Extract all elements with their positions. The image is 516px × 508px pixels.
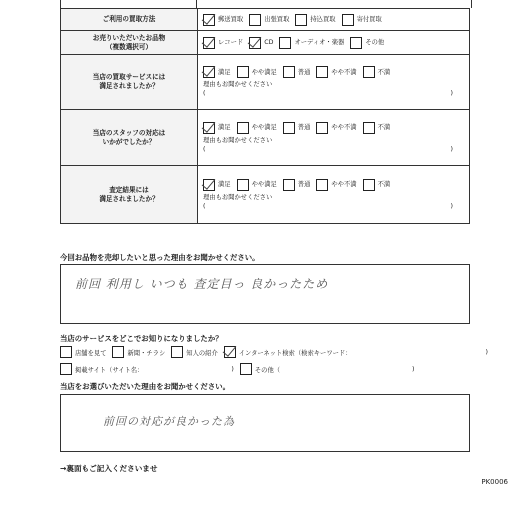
- option-label: 不満: [377, 181, 391, 188]
- option[interactable]: [224, 346, 352, 358]
- option[interactable]: [249, 37, 273, 49]
- option[interactable]: [363, 66, 391, 78]
- checkbox[interactable]: [316, 122, 328, 134]
- option[interactable]: [240, 363, 280, 375]
- checkbox[interactable]: [363, 179, 375, 191]
- option[interactable]: [295, 14, 335, 26]
- option-label: 不満: [377, 68, 391, 76]
- option-label: インターネット検索（検索キーワード：: [238, 349, 352, 357]
- checkbox[interactable]: [240, 363, 252, 375]
- option[interactable]: [249, 14, 289, 26]
- question-cell: [61, 9, 198, 31]
- checkbox[interactable]: [60, 363, 72, 375]
- answer-cell: [198, 110, 470, 166]
- checkbox[interactable]: [203, 14, 215, 26]
- option[interactable]: [60, 346, 106, 358]
- option[interactable]: [237, 66, 277, 78]
- row-items: [61, 31, 470, 55]
- option[interactable]: [316, 66, 356, 78]
- how-know-options-2: [60, 363, 415, 375]
- option-label: やや不満: [331, 68, 357, 76]
- checkbox[interactable]: [316, 66, 328, 78]
- table-top-strip: [60, 0, 472, 8]
- question-text: ご利用の買取方法: [102, 15, 156, 23]
- back-side-note: →裏面もご記入くださいませ: [60, 464, 158, 473]
- answer-cell: [198, 9, 470, 31]
- checkbox[interactable]: [283, 66, 295, 78]
- answer-cell: [198, 31, 470, 55]
- checkbox[interactable]: [203, 37, 215, 49]
- question-how-know: 当店のサービスをどこでお知りになりましたか？: [60, 334, 223, 343]
- option[interactable]: [237, 122, 277, 134]
- option-label: 出張買取: [264, 16, 290, 23]
- sell-reason-answer: 前回 利用し いつも 査定目っ 良かったため: [75, 277, 329, 291]
- choose-reason-field[interactable]: [60, 394, 470, 452]
- option[interactable]: [203, 14, 243, 26]
- option-label: 満足: [218, 124, 231, 131]
- option[interactable]: [316, 179, 356, 191]
- checkbox[interactable]: [171, 346, 183, 358]
- sell-reason-field[interactable]: [60, 264, 470, 324]
- option[interactable]: [283, 179, 311, 191]
- question-text: 当店のスタッフの対応は いかがでしたか？: [92, 128, 166, 146]
- option[interactable]: [279, 37, 344, 49]
- option-label: 郵送買取: [218, 16, 244, 23]
- close-paren: ): [412, 365, 415, 373]
- answer-cell: [198, 166, 470, 224]
- option-label: 満足: [218, 181, 231, 188]
- option[interactable]: [363, 122, 391, 134]
- checkbox[interactable]: [203, 122, 215, 134]
- option-label: 寄付買取: [356, 16, 382, 23]
- survey-table: [60, 8, 470, 224]
- option-label: やや不満: [331, 181, 357, 188]
- question-sell-reason: 今回お品物を売却したいと思った理由をお聞かせください。: [60, 253, 260, 262]
- checkbox[interactable]: [224, 346, 236, 358]
- checkbox[interactable]: [237, 66, 249, 78]
- checkbox[interactable]: [283, 122, 295, 134]
- question-choose-reason: 当店をお選びいただいた理由をお聞かせください。: [60, 382, 230, 391]
- checkbox[interactable]: [60, 346, 72, 358]
- choose-reason-answer: 前回の対応が良かった為: [103, 415, 235, 428]
- checkbox[interactable]: [203, 179, 215, 191]
- option-label: 普通: [297, 181, 311, 188]
- checkbox[interactable]: [237, 179, 249, 191]
- answer-cell: [198, 55, 470, 110]
- option-label: 不満: [377, 124, 391, 131]
- question-cell: [61, 55, 198, 110]
- checkbox[interactable]: [279, 37, 291, 49]
- question-text: お売りいただいたお品物 （複数選択可）: [92, 33, 166, 51]
- option[interactable]: [171, 346, 217, 358]
- option-label: その他: [365, 39, 385, 46]
- option-label: 掲載サイト（サイト名：: [75, 366, 144, 374]
- row-staff: [61, 110, 470, 166]
- question-cell: [61, 166, 198, 224]
- checkbox[interactable]: [249, 37, 261, 49]
- option[interactable]: [316, 122, 356, 134]
- question-text: 当店の買取サービスには 満足されましたか？: [92, 73, 166, 90]
- option-label: 店舗を見て: [75, 349, 107, 357]
- question-cell: [61, 31, 198, 55]
- reason-field[interactable]: ( ): [203, 145, 453, 153]
- option-label: CD: [264, 39, 274, 46]
- checkbox[interactable]: [363, 66, 375, 78]
- option-label: やや不満: [331, 124, 357, 131]
- option[interactable]: [203, 37, 243, 49]
- how-know-options-1: [60, 346, 488, 358]
- option-label: 知人の紹介: [186, 349, 218, 357]
- table-top-divider: [196, 0, 197, 8]
- option[interactable]: [350, 37, 384, 49]
- checkbox[interactable]: [295, 14, 307, 26]
- question-text: 査定結果には 満足されましたか？: [99, 185, 159, 203]
- option[interactable]: [203, 179, 231, 191]
- checkbox[interactable]: [316, 179, 328, 191]
- option-label: レコード: [218, 39, 244, 46]
- reason-prompt: 理由もお聞かせください: [203, 193, 273, 201]
- checkbox[interactable]: [283, 179, 295, 191]
- option[interactable]: [237, 179, 277, 191]
- option[interactable]: [60, 363, 143, 375]
- checkbox[interactable]: [112, 346, 124, 358]
- option[interactable]: [363, 179, 391, 191]
- reason-field[interactable]: ( ): [203, 202, 453, 210]
- checkbox[interactable]: [249, 14, 261, 26]
- close-paren: ): [231, 365, 234, 373]
- close-paren: ): [485, 348, 488, 356]
- checkbox[interactable]: [350, 37, 362, 49]
- option[interactable]: [283, 66, 311, 78]
- option[interactable]: [203, 122, 231, 134]
- option-label: 満足: [218, 68, 231, 76]
- option-label: やや満足: [251, 68, 277, 76]
- checkbox[interactable]: [342, 14, 354, 26]
- checkbox[interactable]: [237, 122, 249, 134]
- option-label: 持込買取: [310, 16, 336, 23]
- row-service: [61, 55, 470, 110]
- question-cell: [61, 110, 198, 166]
- option-label: その他（: [254, 366, 281, 374]
- reason-prompt: 理由もお聞かせください: [203, 136, 273, 144]
- checkbox[interactable]: [203, 66, 215, 78]
- row-method: [61, 9, 470, 31]
- option[interactable]: [283, 122, 311, 134]
- form-code: PK0006: [481, 478, 508, 486]
- option[interactable]: [342, 14, 382, 26]
- option-label: オーディオ・楽器: [294, 39, 345, 46]
- option[interactable]: [112, 346, 165, 358]
- checkbox[interactable]: [363, 122, 375, 134]
- option-label: やや満足: [251, 124, 277, 131]
- option-label: やや満足: [251, 181, 277, 188]
- option[interactable]: [203, 66, 231, 78]
- reason-prompt: 理由もお聞かせください: [203, 81, 273, 88]
- option-label: 普通: [297, 68, 311, 76]
- option-label: 新聞・チラシ: [127, 349, 166, 357]
- option-label: 普通: [297, 124, 311, 131]
- row-appraisal: [61, 166, 470, 224]
- reason-field[interactable]: ( ): [203, 90, 453, 97]
